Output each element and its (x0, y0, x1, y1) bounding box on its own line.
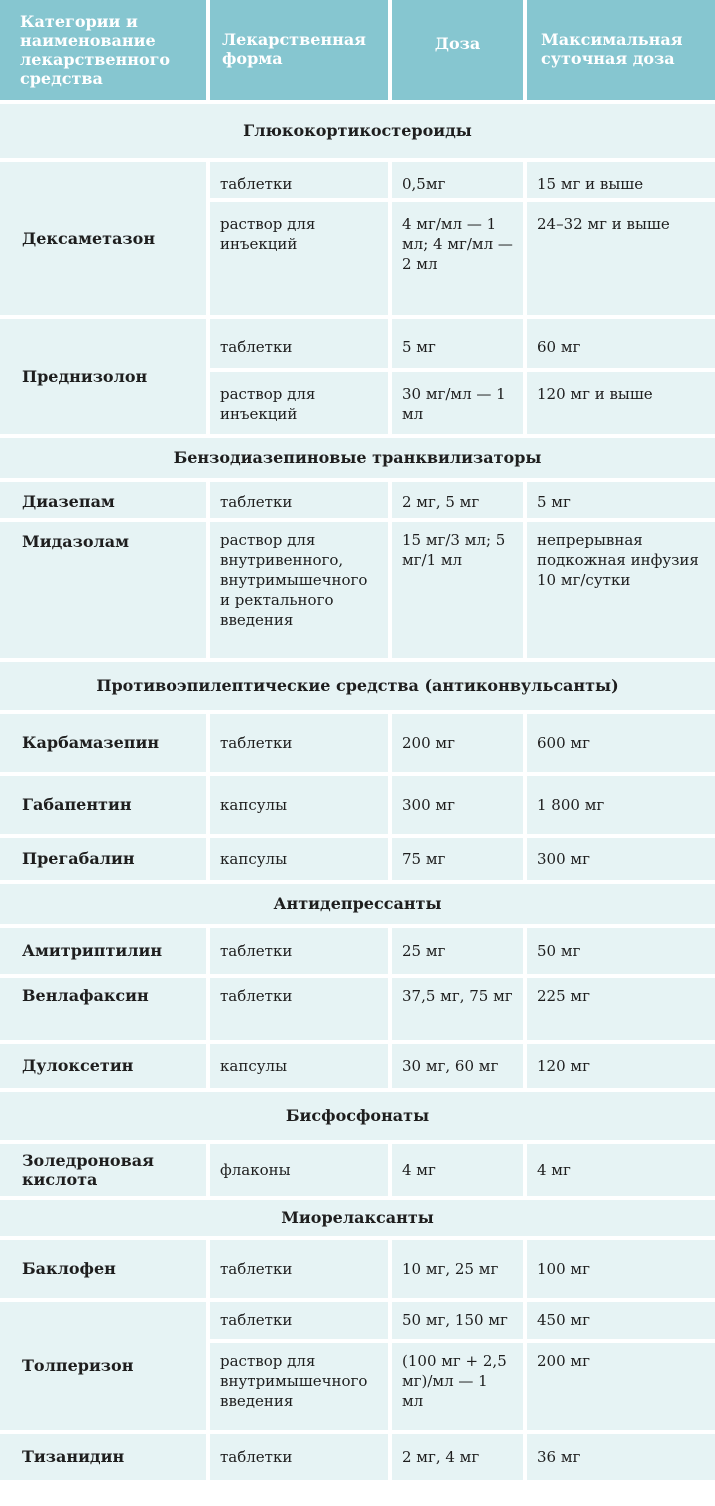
form-cell: флаконы (210, 1144, 388, 1196)
form-cell: таблетки (210, 714, 388, 772)
form-cell: таблетки (210, 162, 388, 198)
table-row (0, 776, 715, 834)
table-row (0, 978, 715, 1040)
max-dose-cell: 200 мг (527, 1343, 715, 1430)
drug-name: Венлафаксин (0, 978, 206, 1040)
table-row (0, 319, 715, 368)
table-row (0, 162, 715, 198)
drug-name: Мидазолам (0, 522, 206, 658)
table-row (0, 838, 715, 880)
drug-name: Амитриптилин (0, 928, 206, 974)
max-dose-cell: 120 мг и выше (527, 372, 715, 434)
section-title: Противоэпилептические средства (антиконвульсанты) (0, 662, 715, 710)
max-dose-cell: 450 мг (527, 1302, 715, 1339)
form-cell: капсулы (210, 776, 388, 834)
dose-cell: 5 мг (392, 319, 523, 368)
form-cell: раствор для внутримышечного введения (210, 1343, 388, 1430)
drug-name: Дексаметазон (0, 162, 206, 315)
drug-name: Золедроновая кислота (0, 1144, 206, 1196)
section-title: Бисфосфонаты (0, 1092, 715, 1140)
dose-cell: 2 мг, 5 мг (392, 482, 523, 518)
form-cell: раствор для инъекций (210, 202, 388, 315)
form-cell: капсулы (210, 838, 388, 880)
table-row (0, 1044, 715, 1088)
max-dose-cell: 120 мг (527, 1044, 715, 1088)
dose-cell: 300 мг (392, 776, 523, 834)
max-dose-cell: 24–32 мг и выше (527, 202, 715, 315)
form-cell: раствор для внутривенного, внутримышечного и ректального введения (210, 522, 388, 658)
dose-cell: 30 мг, 60 мг (392, 1044, 523, 1088)
table-row (0, 1434, 715, 1480)
form-cell: раствор для инъекций (210, 372, 388, 434)
drug-name: Баклофен (0, 1240, 206, 1298)
dose-cell: 2 мг, 4 мг (392, 1434, 523, 1480)
table-row (0, 1240, 715, 1298)
form-cell: таблетки (210, 1240, 388, 1298)
form-cell: таблетки (210, 1302, 388, 1339)
table-row (0, 1302, 715, 1339)
max-dose-cell: 36 мг (527, 1434, 715, 1480)
dose-cell: (100 мг + 2,5 мг)/мл — 1 мл (392, 1343, 523, 1430)
section-title: Бензодиазепиновые транквилизаторы (0, 438, 715, 478)
section-title: Миорелаксанты (0, 1200, 715, 1236)
form-cell: таблетки (210, 928, 388, 974)
drug-name: Диазепам (0, 482, 206, 518)
dose-cell: 4 мг/мл — 1 мл; 4 мг/мл — 2 мл (392, 202, 523, 315)
table-row (0, 482, 715, 518)
section-title: Глюкокортикостероиды (0, 104, 715, 158)
dose-cell: 0,5мг (392, 162, 523, 198)
max-dose-cell: 100 мг (527, 1240, 715, 1298)
dose-cell: 30 мг/мл — 1 мл (392, 372, 523, 434)
form-cell: таблетки (210, 1434, 388, 1480)
max-dose-cell: 1 800 мг (527, 776, 715, 834)
dose-cell: 75 мг (392, 838, 523, 880)
dose-cell: 4 мг (392, 1144, 523, 1196)
max-dose-cell: 60 мг (527, 319, 715, 368)
dose-cell: 37,5 мг, 75 мг (392, 978, 523, 1040)
max-dose-cell: 50 мг (527, 928, 715, 974)
form-cell: таблетки (210, 978, 388, 1040)
header-category-name: Категории и наименование лекарственного средства (0, 0, 206, 100)
header-max-dose: Максимальная суточная доза (527, 0, 715, 100)
max-dose-cell: 600 мг (527, 714, 715, 772)
max-dose-cell: 15 мг и выше (527, 162, 715, 198)
max-dose-cell: 225 мг (527, 978, 715, 1040)
table-row (0, 714, 715, 772)
form-cell: таблетки (210, 482, 388, 518)
max-dose-cell: 5 мг (527, 482, 715, 518)
drug-name: Дулоксетин (0, 1044, 206, 1088)
max-dose-cell: непрерывная подкожная инфузия 10 мг/сутки (527, 522, 715, 658)
header-dose: Доза (392, 0, 523, 100)
drug-name: Тизанидин (0, 1434, 206, 1480)
drug-name: Карбамазепин (0, 714, 206, 772)
max-dose-cell: 4 мг (527, 1144, 715, 1196)
form-cell: таблетки (210, 319, 388, 368)
dose-cell: 15 мг/3 мл; 5 мг/1 мл (392, 522, 523, 658)
drug-name: Преднизолон (0, 319, 206, 434)
dose-cell: 200 мг (392, 714, 523, 772)
section-title: Антидепрессанты (0, 884, 715, 924)
dose-cell: 10 мг, 25 мг (392, 1240, 523, 1298)
drug-name: Габапентин (0, 776, 206, 834)
drug-name: Прегабалин (0, 838, 206, 880)
table-header-row (0, 0, 715, 100)
form-cell: капсулы (210, 1044, 388, 1088)
table-row (0, 1144, 715, 1196)
dose-cell: 25 мг (392, 928, 523, 974)
max-dose-cell: 300 мг (527, 838, 715, 880)
dose-cell: 50 мг, 150 мг (392, 1302, 523, 1339)
drug-name: Толперизон (0, 1302, 206, 1430)
table-row (0, 522, 715, 658)
header-form: Лекарственная форма (210, 0, 388, 100)
table-row (0, 928, 715, 974)
